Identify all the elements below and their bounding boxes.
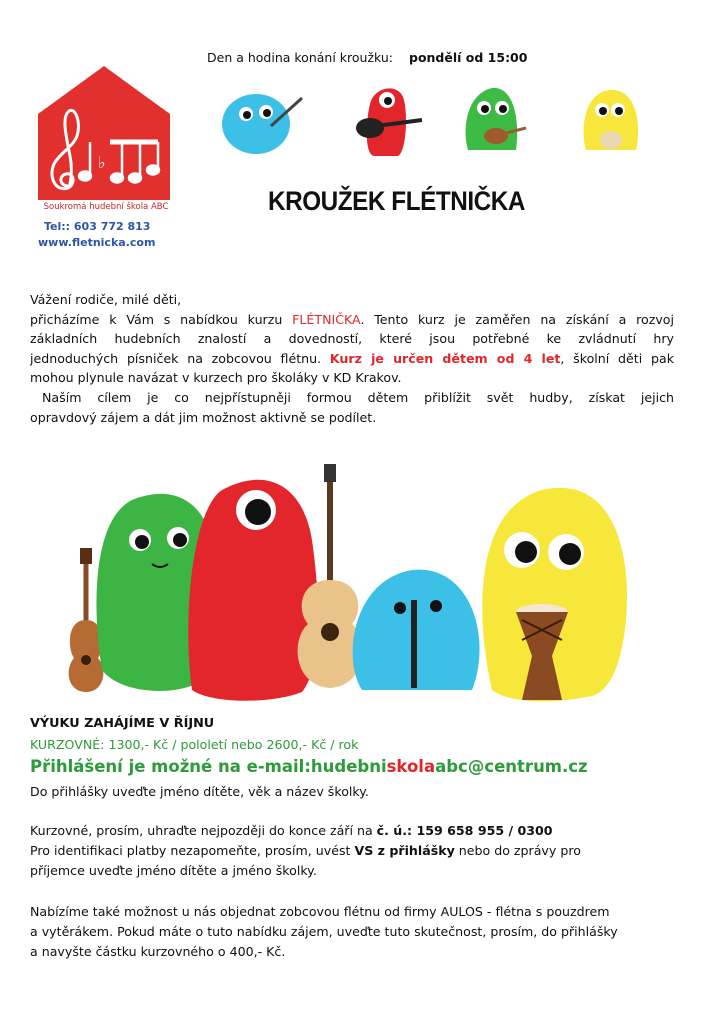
registration-note: Do přihlášky uveďte jméno dítěte, věk a název školky. <box>30 784 369 799</box>
flute-offer-line: a vytěrákem. Pokud máte o tuto nabídku zájem, uveďte tuto skutečnost, prosím, do přihlášky <box>30 924 618 939</box>
payment-line: Kurzovné, prosím, uhraďte nejpozději do konce září na č. ú.: 159 658 955 / 0300 <box>30 823 553 838</box>
schedule <box>207 50 527 65</box>
green-character-icon <box>458 80 528 160</box>
intro-line: mohou plynule navázat v kurzech pro školáky v KD Krakov. <box>30 370 402 386</box>
payment-line: příjemce uveďte jméno dítěte a jméno školky. <box>30 863 317 878</box>
intro-text <box>30 290 674 427</box>
intro-line: jednoduchých písniček na zobcovou flétnu. Kurz je určen dětem od 4 let, školní děti pak <box>30 350 674 366</box>
flute-offer-line: Nabízíme také možnost u nás objednat zobcovou flétnu od firmy AULOS - flétna s pouzdrem <box>30 904 610 919</box>
yellow-character-icon <box>578 80 644 160</box>
flute-offer-line: a navyšte částku kurzovného o 400,- Kč. <box>30 944 286 959</box>
payment-line: Pro identifikaci platby nezapomeňte, prosím, uvést VS z přihlášky nebo do zprávy pro <box>30 843 581 858</box>
school-name: Soukromá hudební škola ABC <box>43 202 169 212</box>
intro-greeting: Vážení rodiče, milé děti, <box>30 292 182 307</box>
red-character-icon <box>352 80 426 160</box>
phone-number: Tel:: 603 772 813 <box>44 220 151 233</box>
svg-text:♭: ♭ <box>98 153 106 172</box>
fee-info: KURZOVNÉ: 1300,- Kč / pololetí nebo 2600,- Kč / rok <box>30 737 359 752</box>
characters-illustration <box>52 460 652 710</box>
blue-character-icon <box>216 80 306 160</box>
schedule-label: Den a hodina konání kroužku: <box>207 50 393 65</box>
start-notice: VÝUKU ZAHÁJÍME V ŘÍJNU <box>30 716 215 731</box>
website-link[interactable]: www.fletnicka.com <box>38 236 156 249</box>
intro-line: základních hudebních znalostí a dovedností, které jsou potřebné ke zvládnutí hry <box>30 331 674 347</box>
page-title: KROUŽEK FLÉTNIČKA <box>268 186 525 216</box>
intro-line: opravdový zájem a dát jim možnost aktivně se podílet. <box>30 409 377 425</box>
intro-line: přicházíme k Vám s nabídkou kurzu FLÉTNIČKA. Tento kurz je zaměřen na získání a rozvoj <box>30 311 674 327</box>
school-house-logo <box>38 66 170 200</box>
intro-line: Naším cílem je co nejpřístupněji formou dětem přiblížit svět hudby, získat jejich <box>42 389 674 405</box>
registration-info: Přihlášení je možné na e-mail:hudebniskolaabc@centrum.cz <box>30 757 588 776</box>
schedule-value: pondělí od 15:00 <box>409 50 528 65</box>
